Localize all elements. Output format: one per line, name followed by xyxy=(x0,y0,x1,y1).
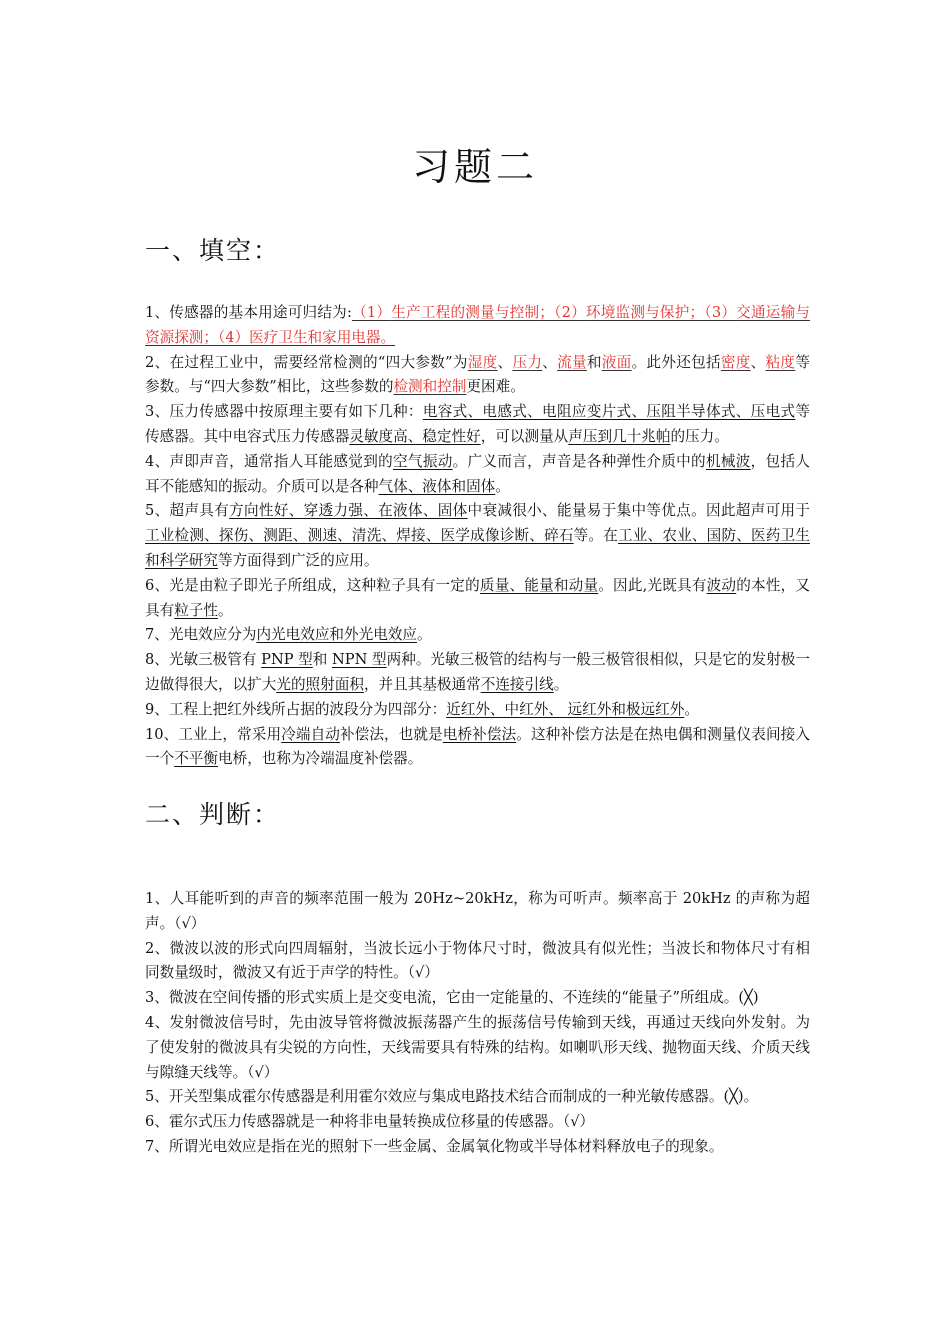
judge-questions xyxy=(145,887,810,1160)
fill-in-item xyxy=(145,623,810,648)
question-text: 和 xyxy=(312,651,333,669)
question-text: 。此外还包括 xyxy=(631,353,721,371)
answer-underlined: 粒子性 xyxy=(174,601,218,619)
question-text: 10、工业上，常采用 xyxy=(145,725,282,743)
answer-underlined: 电桥补偿法 xyxy=(442,725,517,743)
question-text: 3、压力传感器中按原理主要有如下几种： xyxy=(145,403,423,421)
section-heading-fill-in: 一、填空： xyxy=(145,236,281,265)
question-text: 6、光是由粒子即光子所组成，这种粒子具有一定的 xyxy=(145,576,480,594)
answer-underlined: PNP 型 xyxy=(261,651,313,669)
answer-underlined: 光的照射面积 xyxy=(276,675,364,693)
question-text: 、 xyxy=(497,353,513,371)
answer-red: 检测和控制 xyxy=(393,378,467,396)
question-text: 。 xyxy=(553,675,569,693)
answer-red: ；（4） xyxy=(203,328,250,346)
question-text: 。广义而言，声音是各种弹性介质中的 xyxy=(452,452,706,470)
answer-red: ；（3） xyxy=(689,304,737,321)
answer-underlined: 气体、液体和固体 xyxy=(378,477,496,495)
page-title: 习题二 xyxy=(411,145,538,189)
judge-item: 3、微波在空间传播的形式实质上是交变电流，它由一定能量的、不连续的“能量子”所组成。(╳) xyxy=(145,989,759,1007)
question-text: 的本性，又具有 xyxy=(145,576,810,619)
answer-red: 医疗卫生和家用电器。 xyxy=(249,328,396,346)
answer-underlined: 声压到几十兆帕 xyxy=(568,427,671,445)
answer-red: 密度 xyxy=(720,353,751,371)
question-text: 等参数。与“四大参数”相比，这些参数的 xyxy=(145,353,810,396)
fill-in-item xyxy=(145,499,810,573)
question-text: 、 xyxy=(750,353,766,371)
fill-in-item xyxy=(145,574,810,624)
question-text: 。 xyxy=(495,477,510,495)
question-text: 。因此,光既具有 xyxy=(598,576,707,594)
question-text: 5、超声具有 xyxy=(145,502,230,520)
question-text: 9、工程上把红外线所占据的波段分为四部分： xyxy=(145,700,447,718)
answer-red: 环境监测与保护 xyxy=(585,304,690,321)
answer-red: （1） xyxy=(351,304,392,321)
answer-underlined: 不连接引线 xyxy=(480,675,554,693)
answer-underlined: 工业检测、探伤、测距、测速、清洗、焊接、医学成像诊断、碎石 xyxy=(145,527,574,545)
answer-underlined: 冷端自动 xyxy=(281,725,340,743)
fill-in-item xyxy=(145,723,810,773)
question-text: 中衰减很小、能量易于集中等优点。因此超声可用于 xyxy=(467,502,810,520)
question-text: 更困难。 xyxy=(466,378,525,396)
judge-item: 4、发射微波信号时，先由波导管将微波振荡器产生的振荡信号传输到天线，再通过天线向外发射。为了使发射的微波具有尖锐的方向性，天线需要具有特殊的结构。如喇叭形天线、抛物面天线、介质天线与隙缝天线等。（√） xyxy=(145,1013,810,1081)
fill-in-questions xyxy=(145,301,810,772)
answer-underlined: 不平衡 xyxy=(174,750,218,768)
question-text: 。这种补偿方法是在热电偶和测量仪表间接入一个 xyxy=(145,725,810,768)
fill-in-item xyxy=(145,450,810,500)
judge-item: 1、人耳能听到的声音的频率范围一般为 20Hz~20kHz，称为可听声。频率高于 20kHz 的声称为超声。（√） xyxy=(145,890,810,932)
question-text: 、 xyxy=(542,353,558,371)
answer-underlined: 波动 xyxy=(706,576,737,594)
answer-red: ；（2） xyxy=(539,304,586,321)
question-text: 8、光敏三极管有 xyxy=(145,651,262,669)
judge-item: 2、微波以波的形式向四周辐射，当波长远小于物体尺寸时，微波具有似光性；当波长和物体尺寸有相同数量级时，微波又有近于声学的特性。（√） xyxy=(145,939,810,982)
answer-underlined: 工业、农业、国防、医药卫生和科学研究 xyxy=(145,527,810,569)
question-text: 的压力。 xyxy=(670,427,729,445)
answer-underlined: 空气振动 xyxy=(393,452,453,470)
question-text: 等传感器。其中电容式压力传感器 xyxy=(145,403,810,445)
answer-red: 液面 xyxy=(601,353,632,371)
fill-in-item xyxy=(145,301,810,351)
answer-underlined: 近红外、中红外、 远红外和极远红外 xyxy=(446,700,685,718)
question-text: 7、光电效应分为 xyxy=(145,626,257,644)
question-text: 电桥，也称为冷端温度补偿器。 xyxy=(218,750,423,768)
answer-underlined: 机械波 xyxy=(705,452,751,470)
question-text: 补偿法，也就是 xyxy=(339,725,443,743)
question-text: ，包括人耳不能感知的振动。介质可以是各种 xyxy=(145,452,810,495)
question-text: 。 xyxy=(218,601,233,619)
question-text: ，可以测量从 xyxy=(480,427,569,445)
question-text: ，并且其基极通常 xyxy=(363,675,481,693)
question-text: 等方面得到广泛的应用。 xyxy=(217,551,379,569)
question-text: 2、在过程工业中，需要经常检测的“四大参数”为 xyxy=(145,353,468,371)
question-text: 1、传感器的基本用途可归结为: xyxy=(145,304,352,321)
fill-in-item xyxy=(145,400,810,450)
answer-red: 交通运输与资源探测 xyxy=(145,304,810,346)
question-text: 两种。光敏三极管的结构与一般三极管很相似，只是它的发射极一边做得很大，以扩大 xyxy=(145,651,810,693)
judge-item: 7、所谓光电效应是指在光的照射下一些金属、金属氧化物或半导体材料释放电子的现象。 xyxy=(145,1137,724,1155)
answer-red: 压力 xyxy=(512,353,543,371)
question-text: 等。在 xyxy=(573,527,618,545)
question-text: 4、声即声音，通常指人耳能感觉到的 xyxy=(145,452,394,470)
fill-in-item xyxy=(145,698,810,723)
answer-underlined: 灵敏度高、稳定性好 xyxy=(349,427,481,445)
answer-red: 流量 xyxy=(557,353,587,371)
fill-in-item xyxy=(145,351,810,401)
answer-underlined: 质量、能量和动量 xyxy=(479,576,599,594)
answer-underlined: 方向性好、穿透力强、在液体、固体 xyxy=(229,502,468,520)
answer-red: 湿度 xyxy=(467,353,498,371)
question-text: 。 xyxy=(684,700,699,718)
judge-item: 5、开关型集成霍尔传感器是利用霍尔效应与集成电路技术结合而制成的一种光敏传感器。(╳)。 xyxy=(145,1088,759,1106)
question-text: 。 xyxy=(417,626,432,644)
question-text: 和 xyxy=(586,353,602,371)
section-heading-judge: 二、判断： xyxy=(145,800,281,829)
answer-underlined: 电容式、电感式、电阻应变片式、压阻半导体式、压电式 xyxy=(422,403,796,421)
answer-red: 粘度 xyxy=(765,353,796,371)
answer-underlined: NPN 型 xyxy=(332,651,387,669)
judge-item: 6、霍尔式压力传感器就是一种将非电量转换成位移量的传感器。（√） xyxy=(145,1113,595,1131)
answer-red: 生产工程的测量与控制 xyxy=(391,304,540,321)
answer-underlined: 内光电效应和外光电效应 xyxy=(256,626,417,644)
fill-in-item xyxy=(145,648,810,698)
